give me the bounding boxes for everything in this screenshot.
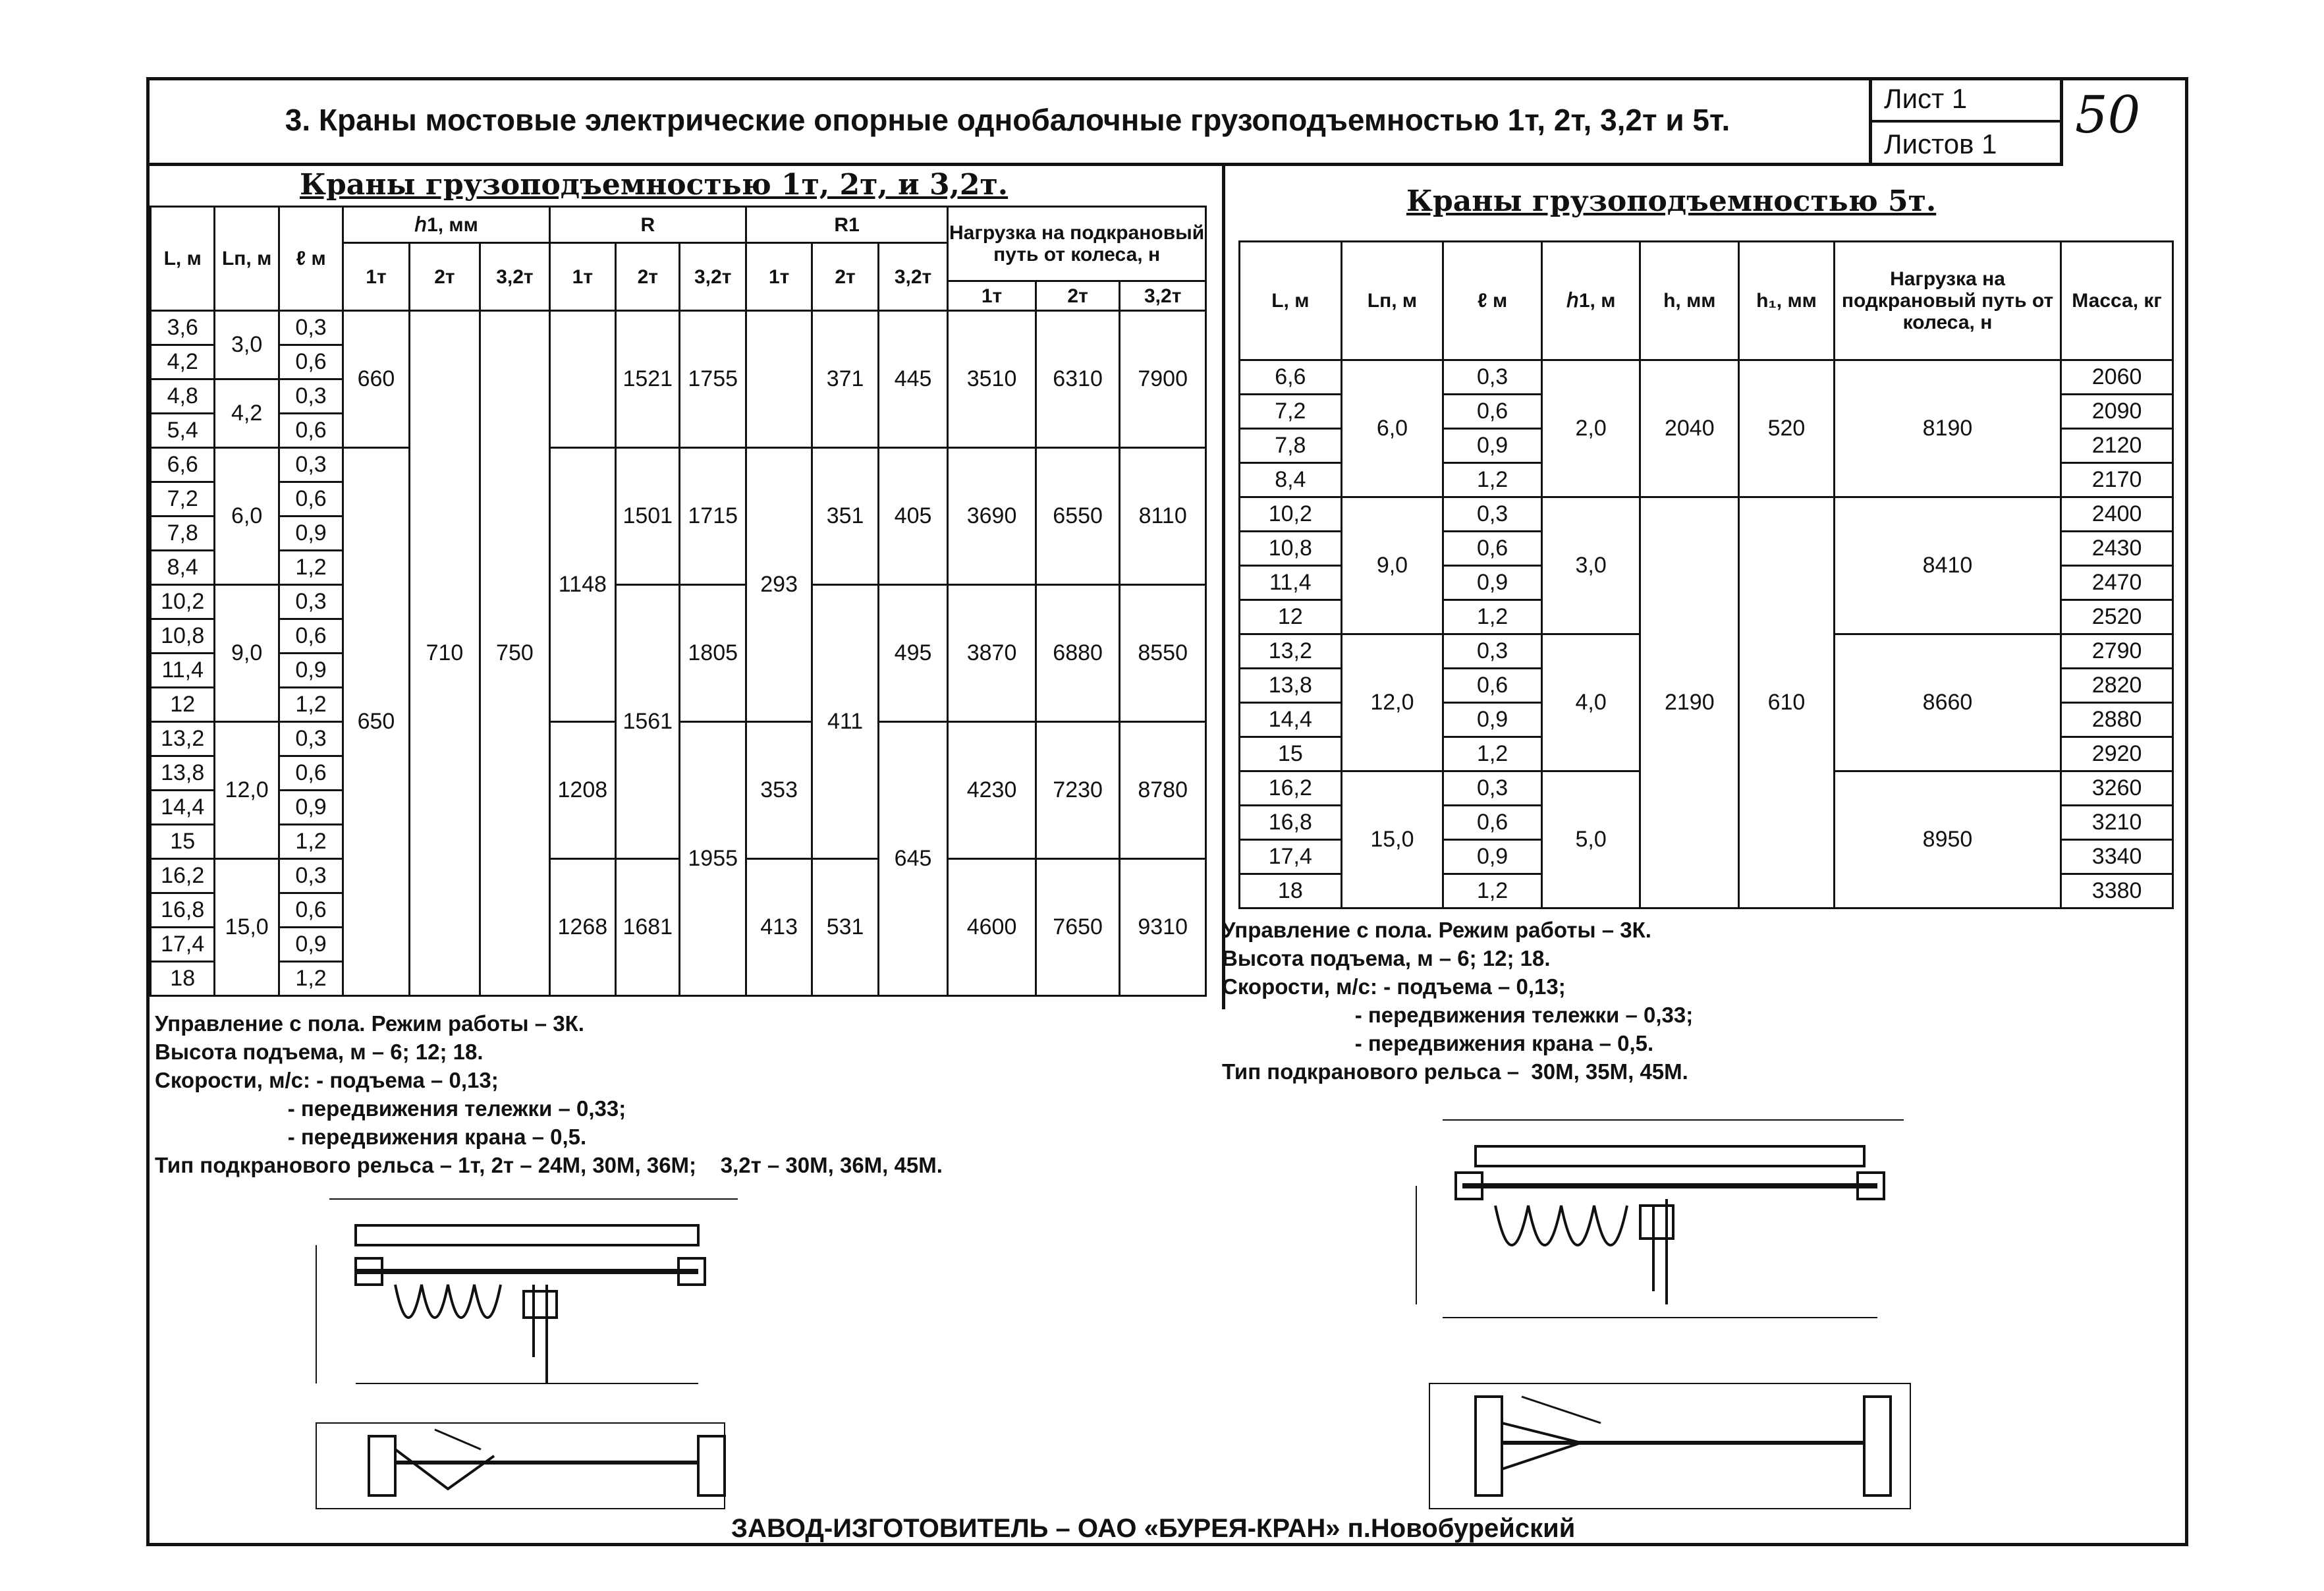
ell-cell: 0,9 bbox=[1443, 840, 1542, 874]
note-line: Тип подкранового рельса – 30М, 35М, 45М. bbox=[1222, 1059, 1688, 1084]
lp-cell: 15,0 bbox=[215, 859, 279, 996]
r1-cell: 413 bbox=[746, 859, 812, 996]
mass-cell: 3260 bbox=[2061, 771, 2173, 806]
col-h: ℎ1, мм bbox=[343, 207, 549, 243]
r1-cell: 495 bbox=[878, 585, 947, 722]
note-line: - передвижения крана – 0,5. bbox=[1222, 1031, 1654, 1055]
r-col-load: Нагрузка на подкрановый путь от колеса, н bbox=[1834, 242, 2061, 360]
load-cell: 8950 bbox=[1834, 771, 2061, 908]
h-2t: 2т bbox=[409, 243, 480, 311]
table-row bbox=[151, 859, 1206, 893]
mass-cell: 3380 bbox=[2061, 874, 2173, 908]
lp-cell: 6,0 bbox=[1341, 360, 1443, 497]
load-cell: 7900 bbox=[1120, 311, 1206, 448]
note-line: Тип подкранового рельса – 1т, 2т – 24М, 30М, 36М; 3,2т – 30М, 36М, 45М. bbox=[155, 1153, 943, 1177]
R1-2t: 2т bbox=[812, 243, 878, 311]
table-row bbox=[151, 311, 1206, 345]
lp-cell: 12,0 bbox=[215, 722, 279, 859]
r-col-mass: Масса, кг bbox=[2061, 242, 2173, 360]
l-cell: 8,4 bbox=[151, 551, 215, 585]
mass-cell: 2470 bbox=[2061, 566, 2173, 600]
right-table-title: Краны грузоподъемностью 5т. bbox=[1406, 184, 1937, 218]
manufacturer-footer: ЗАВОД-ИЗГОТОВИТЕЛЬ – ОАО «БУРЕЯ-КРАН» п.Новобурейский bbox=[731, 1514, 1576, 1543]
load-cell: 7650 bbox=[1036, 859, 1120, 996]
load-cell: 9310 bbox=[1120, 859, 1206, 996]
R-2t: 2т bbox=[616, 243, 680, 311]
note-line: Управление с пола. Режим работы – 3К. bbox=[155, 1011, 584, 1036]
ell-cell: 1,2 bbox=[1443, 600, 1542, 634]
ell-cell: 0,3 bbox=[1443, 771, 1542, 806]
sheet-box bbox=[1872, 77, 2063, 166]
page-title: 3. Краны мостовые электрические опорные однобалочные грузоподъемностью 1т, 2т, 3,2т и 5т. bbox=[146, 77, 1872, 166]
l-cell: 16,2 bbox=[1240, 771, 1342, 806]
r-cell: 1561 bbox=[616, 585, 680, 859]
load-cell: 6550 bbox=[1036, 448, 1120, 585]
mass-cell: 2820 bbox=[2061, 669, 2173, 703]
sheets-total-label: Листов 1 bbox=[1884, 128, 1997, 159]
load-1t: 1т bbox=[948, 281, 1036, 311]
ell-cell: 0,9 bbox=[279, 791, 343, 825]
sheet-label: Лист 1 bbox=[1872, 77, 2060, 123]
load-cell: 8110 bbox=[1120, 448, 1206, 585]
ell-cell: 1,2 bbox=[279, 551, 343, 585]
ell-cell: 0,6 bbox=[1443, 532, 1542, 566]
load-cell: 6880 bbox=[1036, 585, 1120, 722]
l-cell: 11,4 bbox=[1240, 566, 1342, 600]
r1-cell: 353 bbox=[746, 722, 812, 859]
l-cell: 6,6 bbox=[1240, 360, 1342, 395]
mass-cell: 2920 bbox=[2061, 737, 2173, 771]
empty-cell bbox=[746, 311, 812, 448]
note-line: Управление с пола. Режим работы – 3К. bbox=[1222, 918, 1651, 942]
l-cell: 10,2 bbox=[1240, 497, 1342, 532]
load-cell: 8190 bbox=[1834, 360, 2061, 497]
crane-drawing-left bbox=[290, 1186, 751, 1528]
mass-cell: 2520 bbox=[2061, 600, 2173, 634]
l-cell: 14,4 bbox=[151, 791, 215, 825]
l-cell: 6,6 bbox=[151, 448, 215, 482]
l-cell: 10,8 bbox=[1240, 532, 1342, 566]
l-cell: 7,2 bbox=[151, 482, 215, 516]
l-cell: 16,8 bbox=[151, 893, 215, 928]
note-line: - передвижения тележки – 0,33; bbox=[155, 1096, 626, 1121]
table-row bbox=[1240, 497, 2173, 532]
col-l: ℓ м bbox=[279, 207, 343, 311]
ell-cell: 0,3 bbox=[1443, 634, 1542, 669]
h-cell: 4,0 bbox=[1541, 634, 1640, 771]
r1-cell: 411 bbox=[812, 585, 878, 859]
R-1t: 1т bbox=[549, 243, 615, 311]
r-col-Lp: Lп, м bbox=[1341, 242, 1443, 360]
mass-cell: 3340 bbox=[2061, 840, 2173, 874]
h-1t: 1т bbox=[343, 243, 409, 311]
load-2t: 2т bbox=[1036, 281, 1120, 311]
mass-cell: 2400 bbox=[2061, 497, 2173, 532]
r-cell: 1148 bbox=[549, 448, 615, 722]
mass-cell: 2790 bbox=[2061, 634, 2173, 669]
r-cell: 1681 bbox=[616, 859, 680, 996]
l-cell: 13,2 bbox=[151, 722, 215, 756]
r1-cell: 445 bbox=[878, 311, 947, 448]
ell-cell: 0,6 bbox=[279, 893, 343, 928]
left-table-title: Краны грузоподъемностью 1т, 2т, и 3,2т. bbox=[300, 168, 1009, 202]
hmm-cell: 2190 bbox=[1640, 497, 1739, 908]
mass-cell: 2060 bbox=[2061, 360, 2173, 395]
r1-cell: 351 bbox=[812, 448, 878, 585]
l-cell: 11,4 bbox=[151, 654, 215, 688]
l-cell: 7,8 bbox=[151, 516, 215, 551]
mass-cell: 2430 bbox=[2061, 532, 2173, 566]
l-cell: 18 bbox=[1240, 874, 1342, 908]
table-row bbox=[1240, 360, 2173, 395]
h1-cell: 610 bbox=[1739, 497, 1835, 908]
l-cell: 17,4 bbox=[151, 928, 215, 962]
r-cell: 1501 bbox=[616, 448, 680, 585]
ell-cell: 0,3 bbox=[1443, 497, 1542, 532]
r-cell: 1268 bbox=[549, 859, 615, 996]
l-cell: 13,8 bbox=[151, 756, 215, 791]
col-Lp: Lп, м bbox=[215, 207, 279, 311]
load-cell: 3690 bbox=[948, 448, 1036, 585]
ell-cell: 1,2 bbox=[279, 962, 343, 996]
l-cell: 14,4 bbox=[1240, 703, 1342, 737]
note-line: Высота подъема, м – 6; 12; 18. bbox=[1222, 946, 1551, 970]
ell-cell: 0,6 bbox=[279, 482, 343, 516]
r1-cell: 531 bbox=[812, 859, 878, 996]
lp-cell: 15,0 bbox=[1341, 771, 1443, 908]
table-row bbox=[151, 585, 1206, 619]
vertical-divider bbox=[1222, 166, 1225, 1009]
l-cell: 13,2 bbox=[1240, 634, 1342, 669]
lp-cell: 9,0 bbox=[215, 585, 279, 722]
load-cell: 3510 bbox=[948, 311, 1036, 448]
h-3t: 3,2т bbox=[480, 243, 549, 311]
l-cell: 8,4 bbox=[1240, 463, 1342, 497]
l-cell: 17,4 bbox=[1240, 840, 1342, 874]
r-col-h: ℎ1, м bbox=[1541, 242, 1640, 360]
right-notes bbox=[1222, 916, 1693, 1086]
r-col-l: ℓ м bbox=[1443, 242, 1542, 360]
ell-cell: 0,9 bbox=[1443, 429, 1542, 463]
r1-cell: 645 bbox=[878, 722, 947, 996]
l-cell: 12 bbox=[1240, 600, 1342, 634]
lp-cell: 12,0 bbox=[1341, 634, 1443, 771]
empty-cell bbox=[549, 311, 615, 448]
h-cell: 5,0 bbox=[1541, 771, 1640, 908]
col-R1: R1 bbox=[746, 207, 947, 243]
r-cell: 1755 bbox=[680, 311, 746, 448]
l-cell: 16,8 bbox=[1240, 806, 1342, 840]
l-cell: 16,2 bbox=[151, 859, 215, 893]
load-3t: 3,2т bbox=[1120, 281, 1206, 311]
load-cell: 3870 bbox=[948, 585, 1036, 722]
note-line: Скорости, м/с: - подъема – 0,13; bbox=[1222, 974, 1566, 999]
hmm-cell: 2040 bbox=[1640, 360, 1739, 497]
ell-cell: 0,9 bbox=[1443, 703, 1542, 737]
l-cell: 10,2 bbox=[151, 585, 215, 619]
note-line: - передвижения крана – 0,5. bbox=[155, 1125, 587, 1149]
load-cell: 8410 bbox=[1834, 497, 2061, 634]
crane-drawing-right bbox=[1403, 1107, 1923, 1522]
ell-cell: 0,3 bbox=[279, 311, 343, 345]
lp-cell: 3,0 bbox=[215, 311, 279, 379]
ell-cell: 0,6 bbox=[279, 619, 343, 654]
note-line: Высота подъема, м – 6; 12; 18. bbox=[155, 1040, 484, 1064]
ell-cell: 1,2 bbox=[279, 688, 343, 722]
r-cell: 1805 bbox=[680, 585, 746, 722]
ell-cell: 0,9 bbox=[1443, 566, 1542, 600]
l-cell: 12 bbox=[151, 688, 215, 722]
l-cell: 13,8 bbox=[1240, 669, 1342, 703]
l-cell: 15 bbox=[1240, 737, 1342, 771]
col-R: R bbox=[549, 207, 746, 243]
h-cell: 710 bbox=[409, 311, 480, 996]
mass-cell: 2090 bbox=[2061, 395, 2173, 429]
R-3t: 3,2т bbox=[680, 243, 746, 311]
R1-3t: 3,2т bbox=[878, 243, 947, 311]
load-cell: 7230 bbox=[1036, 722, 1120, 859]
mass-cell: 2880 bbox=[2061, 703, 2173, 737]
load-cell: 8550 bbox=[1120, 585, 1206, 722]
l-cell: 7,8 bbox=[1240, 429, 1342, 463]
mass-cell: 3210 bbox=[2061, 806, 2173, 840]
ell-cell: 0,3 bbox=[279, 859, 343, 893]
ell-cell: 0,3 bbox=[279, 585, 343, 619]
ell-cell: 1,2 bbox=[1443, 874, 1542, 908]
page-number: 50 bbox=[2075, 86, 2141, 145]
load-cell: 4230 bbox=[948, 722, 1036, 859]
l-cell: 5,4 bbox=[151, 414, 215, 448]
r-cell: 1955 bbox=[680, 722, 746, 996]
col-L: L, м bbox=[151, 207, 215, 311]
ell-cell: 1,2 bbox=[279, 825, 343, 859]
l-cell: 4,2 bbox=[151, 345, 215, 379]
l-cell: 18 bbox=[151, 962, 215, 996]
l-cell: 15 bbox=[151, 825, 215, 859]
r-col-hmm: h, мм bbox=[1640, 242, 1739, 360]
ell-cell: 0,3 bbox=[1443, 360, 1542, 395]
ell-cell: 0,3 bbox=[279, 448, 343, 482]
load-cell: 8780 bbox=[1120, 722, 1206, 859]
h-cell: 3,0 bbox=[1541, 497, 1640, 634]
right-data-table bbox=[1238, 240, 2174, 909]
lp-cell: 9,0 bbox=[1341, 497, 1443, 634]
r-cell: 1521 bbox=[616, 311, 680, 448]
ell-cell: 0,6 bbox=[1443, 806, 1542, 840]
h1-cell: 520 bbox=[1739, 360, 1835, 497]
r-col-h1: h₁, мм bbox=[1739, 242, 1835, 360]
l-cell: 3,6 bbox=[151, 311, 215, 345]
ell-cell: 0,6 bbox=[1443, 395, 1542, 429]
r1-cell: 371 bbox=[812, 311, 878, 448]
lp-cell: 6,0 bbox=[215, 448, 279, 585]
ell-cell: 1,2 bbox=[1443, 737, 1542, 771]
r-col-L: L, м bbox=[1240, 242, 1342, 360]
ell-cell: 0,3 bbox=[279, 379, 343, 414]
r-cell: 1208 bbox=[549, 722, 615, 859]
load-cell: 4600 bbox=[948, 859, 1036, 996]
left-data-table bbox=[150, 206, 1207, 997]
ell-cell: 0,6 bbox=[279, 414, 343, 448]
table-row bbox=[151, 448, 1206, 482]
h-cell: 650 bbox=[343, 448, 409, 996]
h-cell: 2,0 bbox=[1541, 360, 1640, 497]
ell-cell: 0,6 bbox=[279, 345, 343, 379]
ell-cell: 1,2 bbox=[1443, 463, 1542, 497]
h-cell: 660 bbox=[343, 311, 409, 448]
ell-cell: 0,9 bbox=[279, 516, 343, 551]
r1-cell: 293 bbox=[746, 448, 812, 722]
R1-1t: 1т bbox=[746, 243, 812, 311]
left-notes bbox=[155, 1009, 943, 1179]
ell-cell: 0,6 bbox=[1443, 669, 1542, 703]
ell-cell: 0,6 bbox=[279, 756, 343, 791]
r-cell: 1715 bbox=[680, 448, 746, 585]
load-cell: 8660 bbox=[1834, 634, 2061, 771]
mass-cell: 2120 bbox=[2061, 429, 2173, 463]
r1-cell: 405 bbox=[878, 448, 947, 585]
col-load: Нагрузка на подкрановый путь от колеса, н bbox=[948, 207, 1206, 281]
l-cell: 7,2 bbox=[1240, 395, 1342, 429]
ell-cell: 0,9 bbox=[279, 928, 343, 962]
load-cell: 6310 bbox=[1036, 311, 1120, 448]
h-cell: 750 bbox=[480, 311, 549, 996]
ell-cell: 0,9 bbox=[279, 654, 343, 688]
ell-cell: 0,3 bbox=[279, 722, 343, 756]
lp-cell: 4,2 bbox=[215, 379, 279, 448]
mass-cell: 2170 bbox=[2061, 463, 2173, 497]
l-cell: 4,8 bbox=[151, 379, 215, 414]
note-line: - передвижения тележки – 0,33; bbox=[1222, 1003, 1694, 1027]
l-cell: 10,8 bbox=[151, 619, 215, 654]
note-line: Скорости, м/с: - подъема – 0,13; bbox=[155, 1068, 499, 1092]
